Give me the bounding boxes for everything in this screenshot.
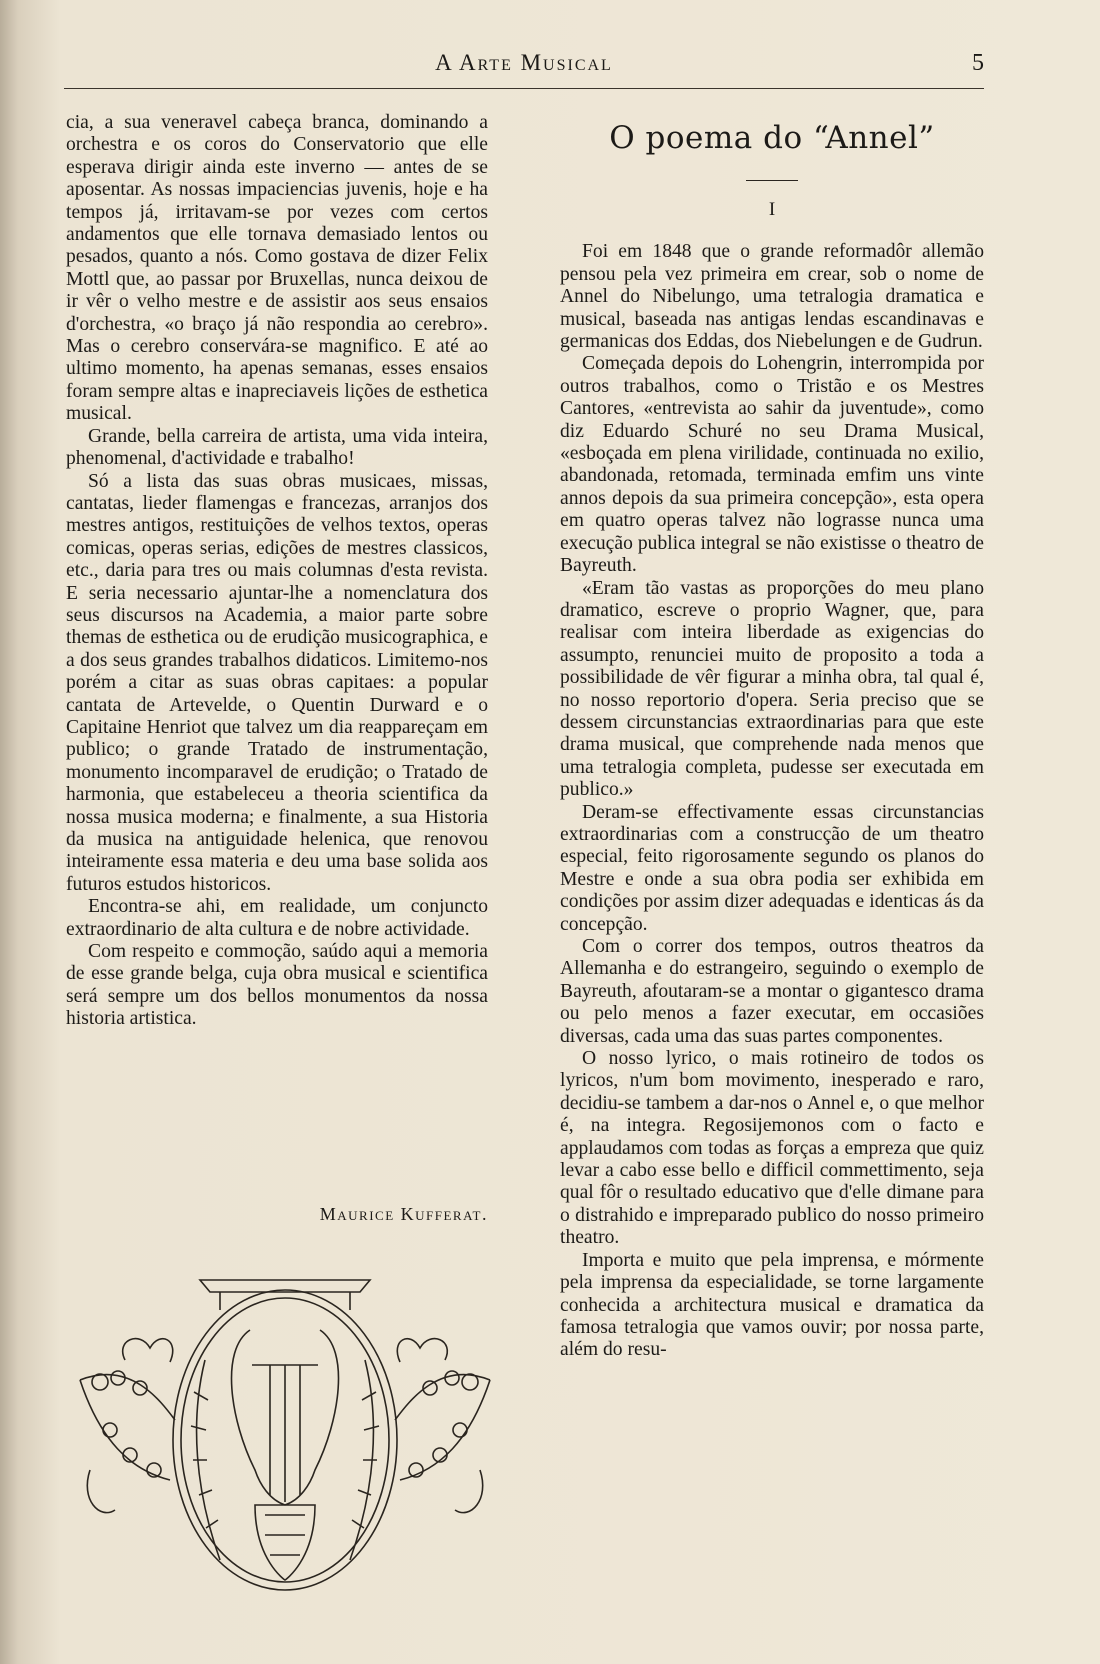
running-head (64, 50, 984, 80)
paragraph: Começada depois do Lohengrin, interrompida por outros trabalhos, como o Tristão e os Mestres Cantores, «entrevista ao sahir da juventude», como diz Eduardo Schuré no seu Drama Musical, «esboçada em plena virilidade, continuada no exilio, abandonada, retomada, terminada emfim uns vinte annos depois da sua primeira concepção», esta opera em quatro operas talvez não lograsse nunca uma execução publica integral se não existisse o theatro de Bayreuth. (560, 353, 984, 577)
paragraph: Foi em 1848 que o grande reformadôr allemão pensou pela vez primeira em crear, sob o nome de Annel do Nibelungo, uma tetralogia dramatica e musical, baseada nas antigas lendas escandinavas e germanicas dos Eddas, dos Niebelungen e de Gudrun. (560, 241, 984, 353)
paragraph: Com o correr dos tempos, outros theatros da Allemanha e do estrangeiro, seguindo o exemplo de Bayreuth, afoutaram-se a montar o gigantesco drama ou pelo menos a fazer executar, em occasiões diversas, cada uma das suas partes componentes. (560, 936, 984, 1047)
paragraph: cia, a sua veneravel cabeça branca, dominando a orchestra e os coros do Conservatorio que elle esperava dirigir ainda este inverno — antes de se aposentar. As nossas impaciencias juvenis, hoje e ha tempos já, irritavam-se por vezes com certos andamentos que elle tornava demasiado lentos ou pesados, quanto a nós. Como gostava de dizer Felix Mottl que, ao passar por Bruxellas, nunca deixou de ir vêr o velho mestre e de assistir aos seus ensaios d'orchestra, «o braço já não respondia ao cerebro». Mas o cerebro conservára-se magnifico. E até ao ultimo momento, ha apenas semanas, esses ensaios foram sempre altas e inapreciaveis lições de esthetica musical. (66, 112, 488, 425)
article-title: O poema do “Annel” (609, 120, 935, 156)
right-column (560, 112, 984, 1362)
paragraph: «Eram tão vastas as proporções do meu plano dramatico, escreve o proprio Wagner, que, para realisar com inteira liberdade as exigencias do assumpto, renunciei muito de proposito a toda a possibilidade de vêr figurar a minha obra, tal qual é, no nosso reportorio d'opera. Seria preciso que se dessem circunstancias extraordinarias para que este drama musical, que comprehende nada menos que uma tetralogia completa, pudesse ser executada em publico.» (560, 577, 984, 801)
header-rule (64, 88, 984, 89)
paragraph: Encontra-se ahi, em realidade, um conjuncto extraordinario de alta cultura e de nobre actividade. (66, 896, 488, 940)
section-number: I (768, 199, 776, 220)
paragraph: Deram-se effectivamente essas circunstancias extraordinarias com a construcção de um theatro especial, feito rigorosamente segundo os planos do Mestre e onde a sua obra podia ser exhibida em condições por assim dizer adequadas e identicas ás da concepção. (560, 801, 984, 935)
paragraph: Importa e muito que pela imprensa, e mórmente pela imprensa da especialidade, se torne largamente conhecida a architectura musical e dramatica da famosa tetralogia que vamos ouvir; por nossa parte, além do resu- (560, 1249, 984, 1361)
page-number: 5 (972, 50, 984, 76)
running-title: A Arte Musical (435, 50, 613, 75)
paragraph: Só a lista das suas obras musicaes, missas, cantatas, lieder flamengas e francezas, arranjos dos mestres antigos, restituições de velhos textos, operas comicas, operas serias, edições de mestres classicos, etc., daria para tres ou mais columnas d'esta revista. E seria necessario ajuntar-lhe a nomenclatura dos seus discursos na Academia, a maior parte sobre themas de esthetica ou de erudição musicographica, e a dos seus grandes trabalhos didaticos. Limitemo-nos porém a citar as suas obras capitaes: a popular cantata de Artevelde, o Quentin Durward e o Capitaine Henriot que talvez um dia reappareçam em publico; o grande Tratado de instrumentação, monumento incomparavel de erudição; o Tratado de harmonia, que estabeleceu a theoria scientifica da nossa musica moderna; e finalmente, a sua Historia da musica na antiguidade helenica, que renovou inteiramente essa materia e deu uma base solida aos futuros estudos historicos. (66, 470, 488, 895)
lyre-ornament (70, 1270, 500, 1610)
author-signature: Maurice Kufferat. (319, 1204, 488, 1224)
title-rule (746, 180, 798, 181)
paragraph: O nosso lyrico, o mais rotineiro de todos os lyricos, n'um bom movimento, inesperado e raro, decidiu-se tambem a dar-nos o Annel e, o que melhor é, na integra. Regosijemonos com o facto e applaudamos com todas as forças a empreza que quiz levar a cabo esse bello e difficil commettimento, seja qual fôr o resultado educativo que d'elle dimane para o distrahido e impreparado publico do nosso primeiro theatro. (560, 1048, 984, 1249)
left-column (66, 112, 488, 1031)
paragraph: Grande, bella carreira de artista, uma vida inteira, phenomenal, d'actividade e trabalho! (66, 425, 488, 470)
paragraph: Com respeito e commoção, saúdo aqui a memoria de esse grande belga, cuja obra musical e scientifica será sempre um dos bellos monumentos da nossa historia artistica. (66, 941, 488, 1030)
